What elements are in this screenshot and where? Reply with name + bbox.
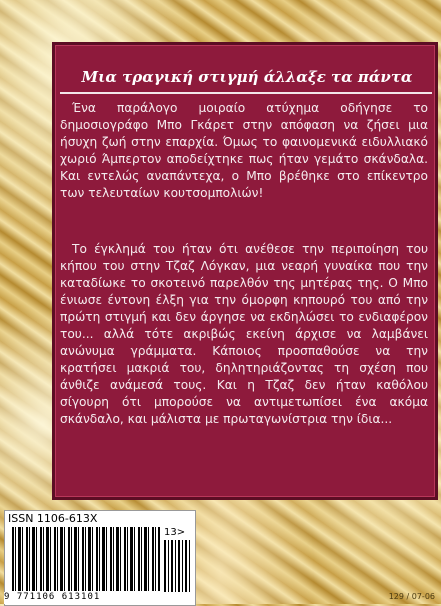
cover-title: Μια τραγική στιγμή άλλαξε τα πάντα bbox=[81, 68, 413, 86]
barcode-digits: 9 771106 613101 bbox=[4, 592, 194, 604]
blurb-paragraph-2: Το έγκλημά του ήταν ότι ανέθεσε την περιποίηση του κήπου του στην Τζαζ Λόγκαν, μια νεαρή γυναίκα που την καταδίωκε το σκοτεινό παρελθόν της μητέρας της. Ο Μπο ένιωσε έντονη έλξη για την όμορφη κηπουρό του από την πρώτη στιγμή και δεν άργησε να εκδηλώσει το ενδιαφέρον του... αλλά τότε ακριβώς εκείνη άρχισε να λαμβάνει ανώνυμα γράμματα. Κάποιος προσπαθούσε να την κρατήσει μακριά του, δηλητηριάζοντας τη σχέση που άνθιζε ανάμεσά τους. Και η Τζαζ δεν ήταν καθόλου σίγουρη ότι μπορούσε να αντιμετωπίσει ένα ακόμα σκάνδαλο, και μάλιστα με πρωταγωνίστρια την ίδια... bbox=[60, 242, 428, 426]
addon-barcode-icon bbox=[164, 540, 190, 592]
blurb-paragraph-1: Ένα παράλογο μοιραίο ατύχημα οδήγησε το δημοσιογράφο Μπο Γκάρετ στην απόφαση να ζήσει μια ήσυχη ζωή στην επαρχία. Όμως το φαινομενικά ειδυλλιακό χωριό Άμπερτον αποδείχτηκε πως ήταν γεμάτο σκάνδαλα. Και εντελώς αναπάντεχα, ο Μπο βρέθηκε στο επίκεντρο των τελευταίων κουτσομπολιών! bbox=[60, 101, 428, 200]
addon-number: 13> bbox=[164, 527, 186, 538]
barcode-icon bbox=[12, 527, 178, 591]
catalog-number: 129 / 07-06 bbox=[388, 592, 435, 601]
title-divider bbox=[60, 92, 432, 94]
issn-number: ISSN 1106-613X bbox=[8, 512, 98, 525]
